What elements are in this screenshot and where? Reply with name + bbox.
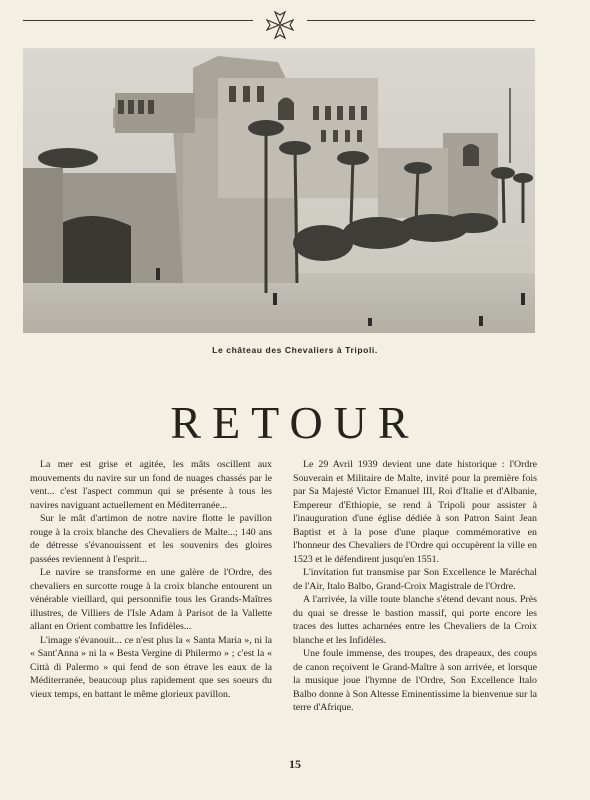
page-number: 15 [289,757,301,771]
left-column [30,458,272,701]
paragraph: L'image s'évanouit... ce n'est plus la « Santa Maria », ni la « Sant'Anna » ni la « Besta Vergine di Philermo » ; c'est la « Città di Palermo » qui fend de son étrave les eaux de la Méditerranée, beaucoup plus rapidement que ses soeurs du vieux temps, en battant le même glorieux pavillon. [30,634,272,700]
paragraph: La mer est grise et agitée, les mâts oscillent aux mouvements du navire sur un fond de nuages chassés par le vent... c'est l'aspect commun qui se présente à tous les navires naviguant actuellement en Méditerranée... [30,459,272,511]
maltese-cross-icon [263,8,297,42]
landscape-photo-illustration [23,48,535,333]
paragraph: L'invitation fut transmise par Son Excellence le Maréchal de l'Air, Italo Balbo, Grand-Croix Magistrale de l'Ordre. [293,567,537,592]
paragraph: A l'arrivée, la ville toute blanche s'étend devant nous. Près du quai se dresse le bastion massif, qui porte encore les traces des luttes acharnées entre les Chevaliers de la Croix blanche et les Infidèles. [293,594,537,646]
paragraph: Sur le mât d'artimon de notre navire flotte le pavillon rouge à la croix blanche des Chevaliers de Malte...; 140 ans de détresse s'évanouissent et les souvenirs des gloires passées reviennent à l'esprit... [30,513,272,565]
paragraph: Une foule immense, des troupes, des drapeaux, des coups de canon reçoivent le Grand-Maître à son arrivée, et lorsque la musique joue l'hymne de l'Ordre, Son Excellence Italo Balbo donne à Son Altesse Eminentissime la bienvenue sur la terre d'Afrique. [293,648,537,713]
paragraph: Le 29 Avril 1939 devient une date historique : l'Ordre Souverain et Militaire de Malte, invité pour la première fois par Sa Majesté Victor Emanuel III, Roi d'Italie et d'Albanie, Empereur d'Ethiopie, se rend à Tripoli pour assister à l'inauguration d'une église dédiée à son Patron Saint Jean Baptist et à la pose d'une plaque commémorative en l'honneur des Chevaliers de l'Ordre qui occupèrent la ville en 1523 et le défendirent jusqu'en 1551. [293,459,537,565]
header-rule-right [307,20,535,21]
right-column [293,458,537,715]
photo-caption: Le château des Chevaliers à Tripoli. [212,345,378,355]
header-ornament [0,8,590,28]
article-title: RETOUR [170,397,420,448]
castle-photo [23,48,535,333]
paragraph: Le navire se transforme en une galère de l'Ordre, des chevaliers en surcotte rouge à la croix blanche entourent un vénérable vieillard, qui personnifie tous les Grands-Maîtres illustres, de Villiers de l'Isle Adam à Parisot de la Vallette allant en Orient combattre les Infidèles... [30,567,272,632]
header-rule-left [23,20,253,21]
